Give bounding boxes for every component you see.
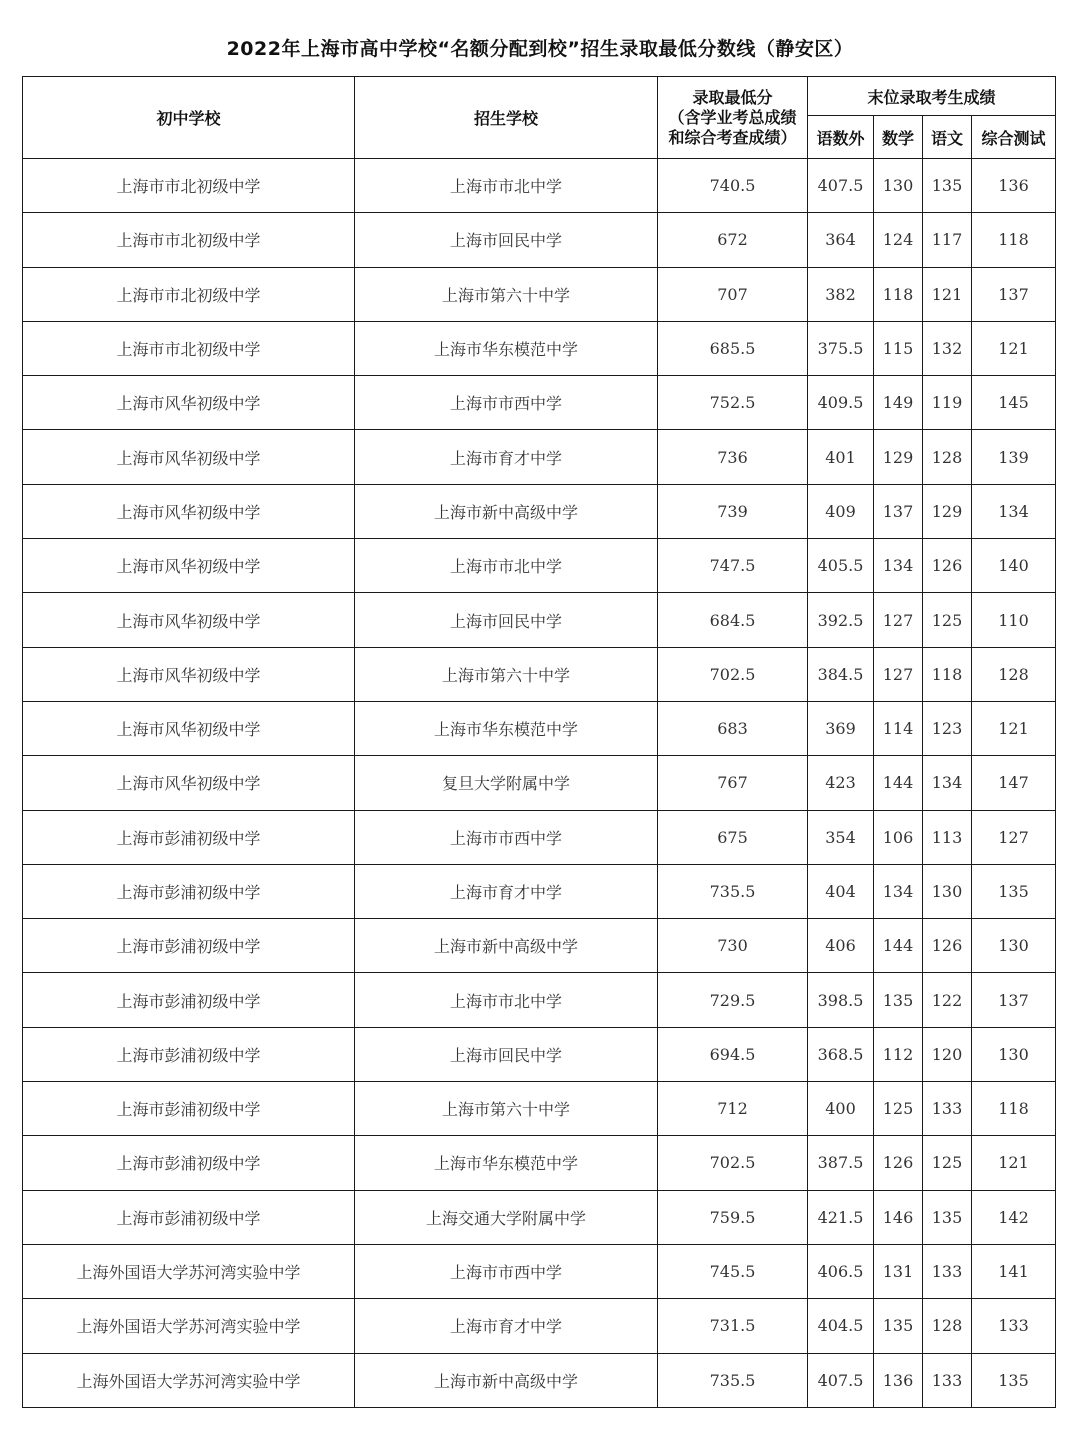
- math-score-cell: 130: [874, 159, 923, 213]
- min-score-cell: 712: [658, 1082, 808, 1136]
- math-score-cell: 126: [874, 1136, 923, 1190]
- min-score-cell: 740.5: [658, 159, 808, 213]
- math-score-cell: 134: [874, 539, 923, 593]
- header-sub-comprehensive: 综合测试: [972, 116, 1056, 159]
- total-score-cell: 364: [808, 213, 874, 267]
- comprehensive-score-cell: 118: [972, 1082, 1056, 1136]
- comprehensive-score-cell: 145: [972, 376, 1056, 430]
- chinese-score-cell: 120: [923, 1027, 972, 1081]
- chinese-score-cell: 129: [923, 484, 972, 538]
- min-score-cell: 752.5: [658, 376, 808, 430]
- junior-school-cell: 上海市彭浦初级中学: [23, 1027, 355, 1081]
- junior-school-cell: 上海市彭浦初级中学: [23, 1082, 355, 1136]
- min-score-cell: 747.5: [658, 539, 808, 593]
- comprehensive-score-cell: 128: [972, 647, 1056, 701]
- junior-school-cell: 上海市市北初级中学: [23, 267, 355, 321]
- chinese-score-cell: 133: [923, 1082, 972, 1136]
- junior-school-cell: 上海外国语大学苏河湾实验中学: [23, 1353, 355, 1407]
- chinese-score-cell: 130: [923, 864, 972, 918]
- chinese-score-cell: 135: [923, 159, 972, 213]
- math-score-cell: 118: [874, 267, 923, 321]
- total-score-cell: 398.5: [808, 973, 874, 1027]
- math-score-cell: 127: [874, 647, 923, 701]
- chinese-score-cell: 133: [923, 1244, 972, 1298]
- junior-school-cell: 上海市市北初级中学: [23, 321, 355, 375]
- min-score-cell: 730: [658, 919, 808, 973]
- min-score-cell: 745.5: [658, 1244, 808, 1298]
- table-row: [23, 430, 1056, 484]
- total-score-cell: 406.5: [808, 1244, 874, 1298]
- comprehensive-score-cell: 130: [972, 919, 1056, 973]
- junior-school-cell: 上海市彭浦初级中学: [23, 973, 355, 1027]
- min-score-cell: 735.5: [658, 864, 808, 918]
- total-score-cell: 406: [808, 919, 874, 973]
- comprehensive-score-cell: 121: [972, 701, 1056, 755]
- min-score-cell: 702.5: [658, 647, 808, 701]
- math-score-cell: 106: [874, 810, 923, 864]
- junior-school-cell: 上海市风华初级中学: [23, 647, 355, 701]
- chinese-score-cell: 119: [923, 376, 972, 430]
- chinese-score-cell: 128: [923, 1299, 972, 1353]
- min-score-cell: 739: [658, 484, 808, 538]
- table-row: [23, 1027, 1056, 1081]
- enroll-school-cell: 上海市第六十中学: [355, 647, 658, 701]
- math-score-cell: 144: [874, 919, 923, 973]
- junior-school-cell: 上海外国语大学苏河湾实验中学: [23, 1244, 355, 1298]
- min-score-cell: 702.5: [658, 1136, 808, 1190]
- comprehensive-score-cell: 140: [972, 539, 1056, 593]
- chinese-score-cell: 125: [923, 1136, 972, 1190]
- comprehensive-score-cell: 141: [972, 1244, 1056, 1298]
- chinese-score-cell: 133: [923, 1353, 972, 1407]
- comprehensive-score-cell: 127: [972, 810, 1056, 864]
- enroll-school-cell: 上海市第六十中学: [355, 1082, 658, 1136]
- math-score-cell: 146: [874, 1190, 923, 1244]
- table-row: [23, 864, 1056, 918]
- min-score-cell: 736: [658, 430, 808, 484]
- enroll-school-cell: 上海市新中高级中学: [355, 484, 658, 538]
- min-score-cell: 675: [658, 810, 808, 864]
- junior-school-cell: 上海市彭浦初级中学: [23, 864, 355, 918]
- math-score-cell: 144: [874, 756, 923, 810]
- header-last-admitted-scores: 末位录取考生成绩: [808, 77, 1056, 116]
- total-score-cell: 407.5: [808, 159, 874, 213]
- math-score-cell: 135: [874, 973, 923, 1027]
- math-score-cell: 131: [874, 1244, 923, 1298]
- comprehensive-score-cell: 121: [972, 321, 1056, 375]
- min-score-cell: 731.5: [658, 1299, 808, 1353]
- chinese-score-cell: 122: [923, 973, 972, 1027]
- enroll-school-cell: 上海市育才中学: [355, 430, 658, 484]
- table-row: [23, 159, 1056, 213]
- total-score-cell: 423: [808, 756, 874, 810]
- min-score-cell: 684.5: [658, 593, 808, 647]
- chinese-score-cell: 126: [923, 539, 972, 593]
- enroll-school-cell: 上海市回民中学: [355, 593, 658, 647]
- enroll-school-cell: 上海市华东模范中学: [355, 1136, 658, 1190]
- chinese-score-cell: 125: [923, 593, 972, 647]
- chinese-score-cell: 117: [923, 213, 972, 267]
- junior-school-cell: 上海市彭浦初级中学: [23, 1190, 355, 1244]
- math-score-cell: 129: [874, 430, 923, 484]
- total-score-cell: 354: [808, 810, 874, 864]
- chinese-score-cell: 134: [923, 756, 972, 810]
- comprehensive-score-cell: 147: [972, 756, 1056, 810]
- enroll-school-cell: 上海市回民中学: [355, 1027, 658, 1081]
- total-score-cell: 404.5: [808, 1299, 874, 1353]
- min-score-cell: 767: [658, 756, 808, 810]
- table-row: [23, 701, 1056, 755]
- comprehensive-score-cell: 137: [972, 267, 1056, 321]
- enroll-school-cell: 复旦大学附属中学: [355, 756, 658, 810]
- header-sub-total: 语数外: [808, 116, 874, 159]
- enroll-school-cell: 上海交通大学附属中学: [355, 1190, 658, 1244]
- junior-school-cell: 上海市风华初级中学: [23, 701, 355, 755]
- enroll-school-cell: 上海市回民中学: [355, 213, 658, 267]
- table-row: [23, 376, 1056, 430]
- enroll-school-cell: 上海市市北中学: [355, 159, 658, 213]
- comprehensive-score-cell: 110: [972, 593, 1056, 647]
- junior-school-cell: 上海市风华初级中学: [23, 756, 355, 810]
- math-score-cell: 136: [874, 1353, 923, 1407]
- min-score-cell: 707: [658, 267, 808, 321]
- junior-school-cell: 上海市市北初级中学: [23, 159, 355, 213]
- total-score-cell: 392.5: [808, 593, 874, 647]
- math-score-cell: 112: [874, 1027, 923, 1081]
- math-score-cell: 125: [874, 1082, 923, 1136]
- comprehensive-score-cell: 142: [972, 1190, 1056, 1244]
- chinese-score-cell: 128: [923, 430, 972, 484]
- table-row: [23, 539, 1056, 593]
- table-row: [23, 810, 1056, 864]
- enroll-school-cell: 上海市华东模范中学: [355, 701, 658, 755]
- table-row: [23, 973, 1056, 1027]
- min-score-cell: 683: [658, 701, 808, 755]
- total-score-cell: 404: [808, 864, 874, 918]
- header-min-score-line3: 和综合考查成绩）: [668, 127, 797, 147]
- comprehensive-score-cell: 135: [972, 864, 1056, 918]
- enroll-school-cell: 上海市新中高级中学: [355, 1353, 658, 1407]
- table-row: [23, 321, 1056, 375]
- math-score-cell: 127: [874, 593, 923, 647]
- comprehensive-score-cell: 134: [972, 484, 1056, 538]
- table-row: [23, 919, 1056, 973]
- total-score-cell: 409.5: [808, 376, 874, 430]
- table-row: [23, 267, 1056, 321]
- document-title: 2022年上海市高中学校“名额分配到校”招生录取最低分数线（静安区）: [226, 38, 854, 60]
- header-sub-math: 数学: [874, 116, 923, 159]
- junior-school-cell: 上海市彭浦初级中学: [23, 810, 355, 864]
- table-row: [23, 756, 1056, 810]
- junior-school-cell: 上海市风华初级中学: [23, 593, 355, 647]
- math-score-cell: 124: [874, 213, 923, 267]
- junior-school-cell: 上海市风华初级中学: [23, 430, 355, 484]
- total-score-cell: 409: [808, 484, 874, 538]
- header-enroll-school: 招生学校: [355, 77, 658, 159]
- header-min-score-line1: 录取最低分: [692, 87, 773, 107]
- chinese-score-cell: 132: [923, 321, 972, 375]
- table-row: [23, 647, 1056, 701]
- enroll-school-cell: 上海市市西中学: [355, 376, 658, 430]
- enroll-school-cell: 上海市华东模范中学: [355, 321, 658, 375]
- header-min-score: [658, 77, 808, 159]
- total-score-cell: 405.5: [808, 539, 874, 593]
- admission-score-table: [22, 76, 1056, 1408]
- chinese-score-cell: 118: [923, 647, 972, 701]
- table-row: [23, 1299, 1056, 1353]
- total-score-cell: 384.5: [808, 647, 874, 701]
- comprehensive-score-cell: 137: [972, 973, 1056, 1027]
- math-score-cell: 135: [874, 1299, 923, 1353]
- junior-school-cell: 上海市彭浦初级中学: [23, 919, 355, 973]
- min-score-cell: 685.5: [658, 321, 808, 375]
- table-row: [23, 1190, 1056, 1244]
- table-row: [23, 484, 1056, 538]
- table-row: [23, 1136, 1056, 1190]
- math-score-cell: 115: [874, 321, 923, 375]
- total-score-cell: 382: [808, 267, 874, 321]
- math-score-cell: 114: [874, 701, 923, 755]
- table-row: [23, 1244, 1056, 1298]
- min-score-cell: 735.5: [658, 1353, 808, 1407]
- enroll-school-cell: 上海市市北中学: [355, 973, 658, 1027]
- enroll-school-cell: 上海市市西中学: [355, 1244, 658, 1298]
- total-score-cell: 401: [808, 430, 874, 484]
- min-score-cell: 729.5: [658, 973, 808, 1027]
- junior-school-cell: 上海市彭浦初级中学: [23, 1136, 355, 1190]
- math-score-cell: 134: [874, 864, 923, 918]
- comprehensive-score-cell: 121: [972, 1136, 1056, 1190]
- table-row: [23, 1082, 1056, 1136]
- table-row: [23, 593, 1056, 647]
- table-body: [23, 159, 1056, 1408]
- comprehensive-score-cell: 139: [972, 430, 1056, 484]
- junior-school-cell: 上海市风华初级中学: [23, 539, 355, 593]
- junior-school-cell: 上海市风华初级中学: [23, 376, 355, 430]
- total-score-cell: 369: [808, 701, 874, 755]
- enroll-school-cell: 上海市市北中学: [355, 539, 658, 593]
- math-score-cell: 149: [874, 376, 923, 430]
- comprehensive-score-cell: 136: [972, 159, 1056, 213]
- min-score-cell: 694.5: [658, 1027, 808, 1081]
- chinese-score-cell: 113: [923, 810, 972, 864]
- header-sub-chinese: 语文: [923, 116, 972, 159]
- enroll-school-cell: 上海市市西中学: [355, 810, 658, 864]
- math-score-cell: 137: [874, 484, 923, 538]
- junior-school-cell: 上海外国语大学苏河湾实验中学: [23, 1299, 355, 1353]
- enroll-school-cell: 上海市育才中学: [355, 864, 658, 918]
- chinese-score-cell: 123: [923, 701, 972, 755]
- chinese-score-cell: 126: [923, 919, 972, 973]
- min-score-cell: 672: [658, 213, 808, 267]
- chinese-score-cell: 135: [923, 1190, 972, 1244]
- min-score-cell: 759.5: [658, 1190, 808, 1244]
- table-row: [23, 213, 1056, 267]
- header-junior-school: 初中学校: [23, 77, 355, 159]
- comprehensive-score-cell: 133: [972, 1299, 1056, 1353]
- chinese-score-cell: 121: [923, 267, 972, 321]
- comprehensive-score-cell: 118: [972, 213, 1056, 267]
- header-min-score-line2: （含学业考总成绩: [668, 107, 797, 127]
- comprehensive-score-cell: 135: [972, 1353, 1056, 1407]
- total-score-cell: 400: [808, 1082, 874, 1136]
- total-score-cell: 375.5: [808, 321, 874, 375]
- enroll-school-cell: 上海市第六十中学: [355, 267, 658, 321]
- table-row: [23, 1353, 1056, 1407]
- comprehensive-score-cell: 130: [972, 1027, 1056, 1081]
- enroll-school-cell: 上海市新中高级中学: [355, 919, 658, 973]
- junior-school-cell: 上海市市北初级中学: [23, 213, 355, 267]
- total-score-cell: 421.5: [808, 1190, 874, 1244]
- total-score-cell: 368.5: [808, 1027, 874, 1081]
- total-score-cell: 407.5: [808, 1353, 874, 1407]
- total-score-cell: 387.5: [808, 1136, 874, 1190]
- enroll-school-cell: 上海市育才中学: [355, 1299, 658, 1353]
- junior-school-cell: 上海市风华初级中学: [23, 484, 355, 538]
